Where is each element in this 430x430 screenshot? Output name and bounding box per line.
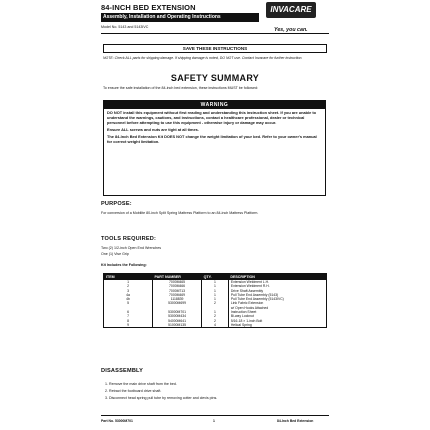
cell-item: 8: [127, 318, 129, 323]
purpose-text: For conversion of a Mobilite 80-inch Split Spring Mattress Platform to an 84-inch Mattress Platform.: [101, 211, 259, 215]
save-instructions-box: SAVE THESE INSTRUCTIONS: [103, 44, 327, 53]
cell-description: Drive Shaft Assembly: [228, 289, 326, 293]
cell-item: 2: [127, 284, 129, 289]
table-row: [104, 323, 327, 328]
shipping-note: NOTE: Check ALL parts for shipping damage. If shipping damage is noted, DO NOT use. Contact Invacare for further instruction.: [103, 56, 303, 60]
cell-part-number: 7000M713: [153, 289, 202, 293]
cell-description: w/ Open Hooks Attached: [228, 306, 326, 310]
cell-qty: 1: [202, 280, 229, 284]
warning-text-2: Ensure ALL screws and nuts are tight at all times.: [107, 127, 199, 133]
cell-part-number: 1118839: [153, 297, 202, 301]
safety-intro: To ensure the safe installation of the 84-inch bed extension, these instructions MUST be followed:: [103, 86, 258, 90]
brand-logo-mark: INVACARE: [266, 2, 316, 18]
cell-description: Link Fabric Extension: [228, 301, 326, 305]
cell-qty: 1: [202, 284, 229, 288]
cell-description: Helical Spring: [228, 323, 326, 328]
brand-tagline: Yes, you can.: [274, 27, 308, 33]
disassembly-heading: DISASSEMBLY: [101, 368, 144, 374]
warning-text-3: The 84-Inch Bed Extension Kit DOES NOT change the weight limitation of your bed. Refer to your owner's manual for correct weight limitation.: [107, 134, 317, 145]
cell-description: 5/16-18 × 1-inch Bolt: [228, 319, 326, 323]
cell-description: Pull Tube End Assembly (5143): [228, 293, 326, 297]
cell-qty: 1: [202, 293, 229, 297]
instruction-page: [101, 0, 329, 430]
tool-item-1: Two (2) 1/2-inch Open End Wrenches: [101, 246, 162, 250]
footer-doc-title: 84-Inch Bed Extension: [277, 419, 314, 423]
cell-qty: 1: [202, 289, 229, 293]
cell-part-number: 53000M699: [153, 301, 202, 305]
disassembly-steps: [105, 381, 327, 402]
cell-qty: 1: [202, 297, 229, 301]
cell-qty: 1: [202, 310, 229, 314]
cell-item: 5: [127, 301, 129, 306]
disassembly-step-2: 2. Retract the footboard drive shaft.: [105, 389, 162, 393]
cell-description: Pull Tube End Assembly (5143IVC): [228, 297, 326, 301]
column-header-qty: QTY.: [202, 274, 229, 281]
cell-item: 4b: [126, 297, 130, 302]
warning-text-1: DO NOT install this equipment without first reading and understanding this instruction sheet. If you are unable to understand the warnings, cautions, and instructions, contact a healthcare professional, dealer or technical personnel before attempting to use this equipment - otherwise injury or damage may occur.: [107, 110, 317, 126]
cell-description: Bi-way Locknut: [228, 314, 326, 318]
column-header-part-number: PART NUMBER: [153, 274, 202, 281]
cell-item: 4a: [126, 292, 130, 297]
cell-part-number: 54000M641: [153, 319, 202, 323]
document-title: 84-INCH BED EXTENSION: [101, 3, 196, 12]
purpose-heading: PURPOSE:: [101, 201, 132, 207]
cell-item: 6: [127, 310, 129, 315]
column-header-description: DESCRIPTION: [228, 274, 326, 281]
column-header-item: ITEM: [104, 274, 153, 281]
disassembly-step-1: 1. Remove the main drive shaft from the bed.: [105, 382, 177, 386]
cell-part-number: 7000M469: [153, 293, 202, 297]
warning-box: [103, 100, 326, 196]
cell-description: Instruction Sheet: [228, 310, 326, 314]
cell-item: 9: [127, 322, 129, 327]
disassembly-step-3: 3. Disconnect head spring pull tube by removing cotter and clevis pins.: [105, 396, 218, 400]
cell-description: Extension Weldment R.H.: [228, 284, 326, 288]
document-subtitle: Assembly, Installation and Operating Instructions: [101, 13, 259, 22]
cell-item: 3: [127, 288, 129, 293]
cell-qty: 2: [202, 301, 229, 305]
cell-part-number: 53000M701: [153, 310, 202, 314]
tool-item-2: One (1) Vise Grip: [101, 252, 129, 256]
safety-heading: SAFETY SUMMARY: [170, 73, 260, 83]
footer-divider: [101, 415, 329, 416]
cell-part-number: 53000M434: [153, 314, 202, 318]
cell-qty: 2: [202, 314, 229, 318]
cell-part-number: 7000M465: [153, 280, 202, 284]
kit-parts-table: [103, 273, 327, 328]
footer-part-number: Part No. 53000M701: [101, 419, 133, 423]
cell-qty: 4: [202, 323, 229, 328]
kit-label: Kit Includes the Following:: [101, 263, 147, 267]
cell-description: Extension Weldment L.H.: [228, 280, 326, 284]
cell-qty: 2: [202, 319, 229, 323]
footer-page-number: 1: [213, 419, 215, 423]
cell-part-number: 51000M135: [153, 323, 202, 328]
cell-part-number: 7000M466: [153, 284, 202, 288]
model-number: Model No. 5143 and 5143IVC: [101, 25, 149, 29]
brand-logo: [266, 2, 316, 24]
cell-item: 7: [127, 314, 129, 319]
header-divider: [101, 33, 329, 34]
cell-item: 1: [127, 280, 129, 284]
tools-heading: TOOLS REQUIRED:: [101, 236, 157, 242]
warning-label: WARNING: [104, 101, 325, 109]
